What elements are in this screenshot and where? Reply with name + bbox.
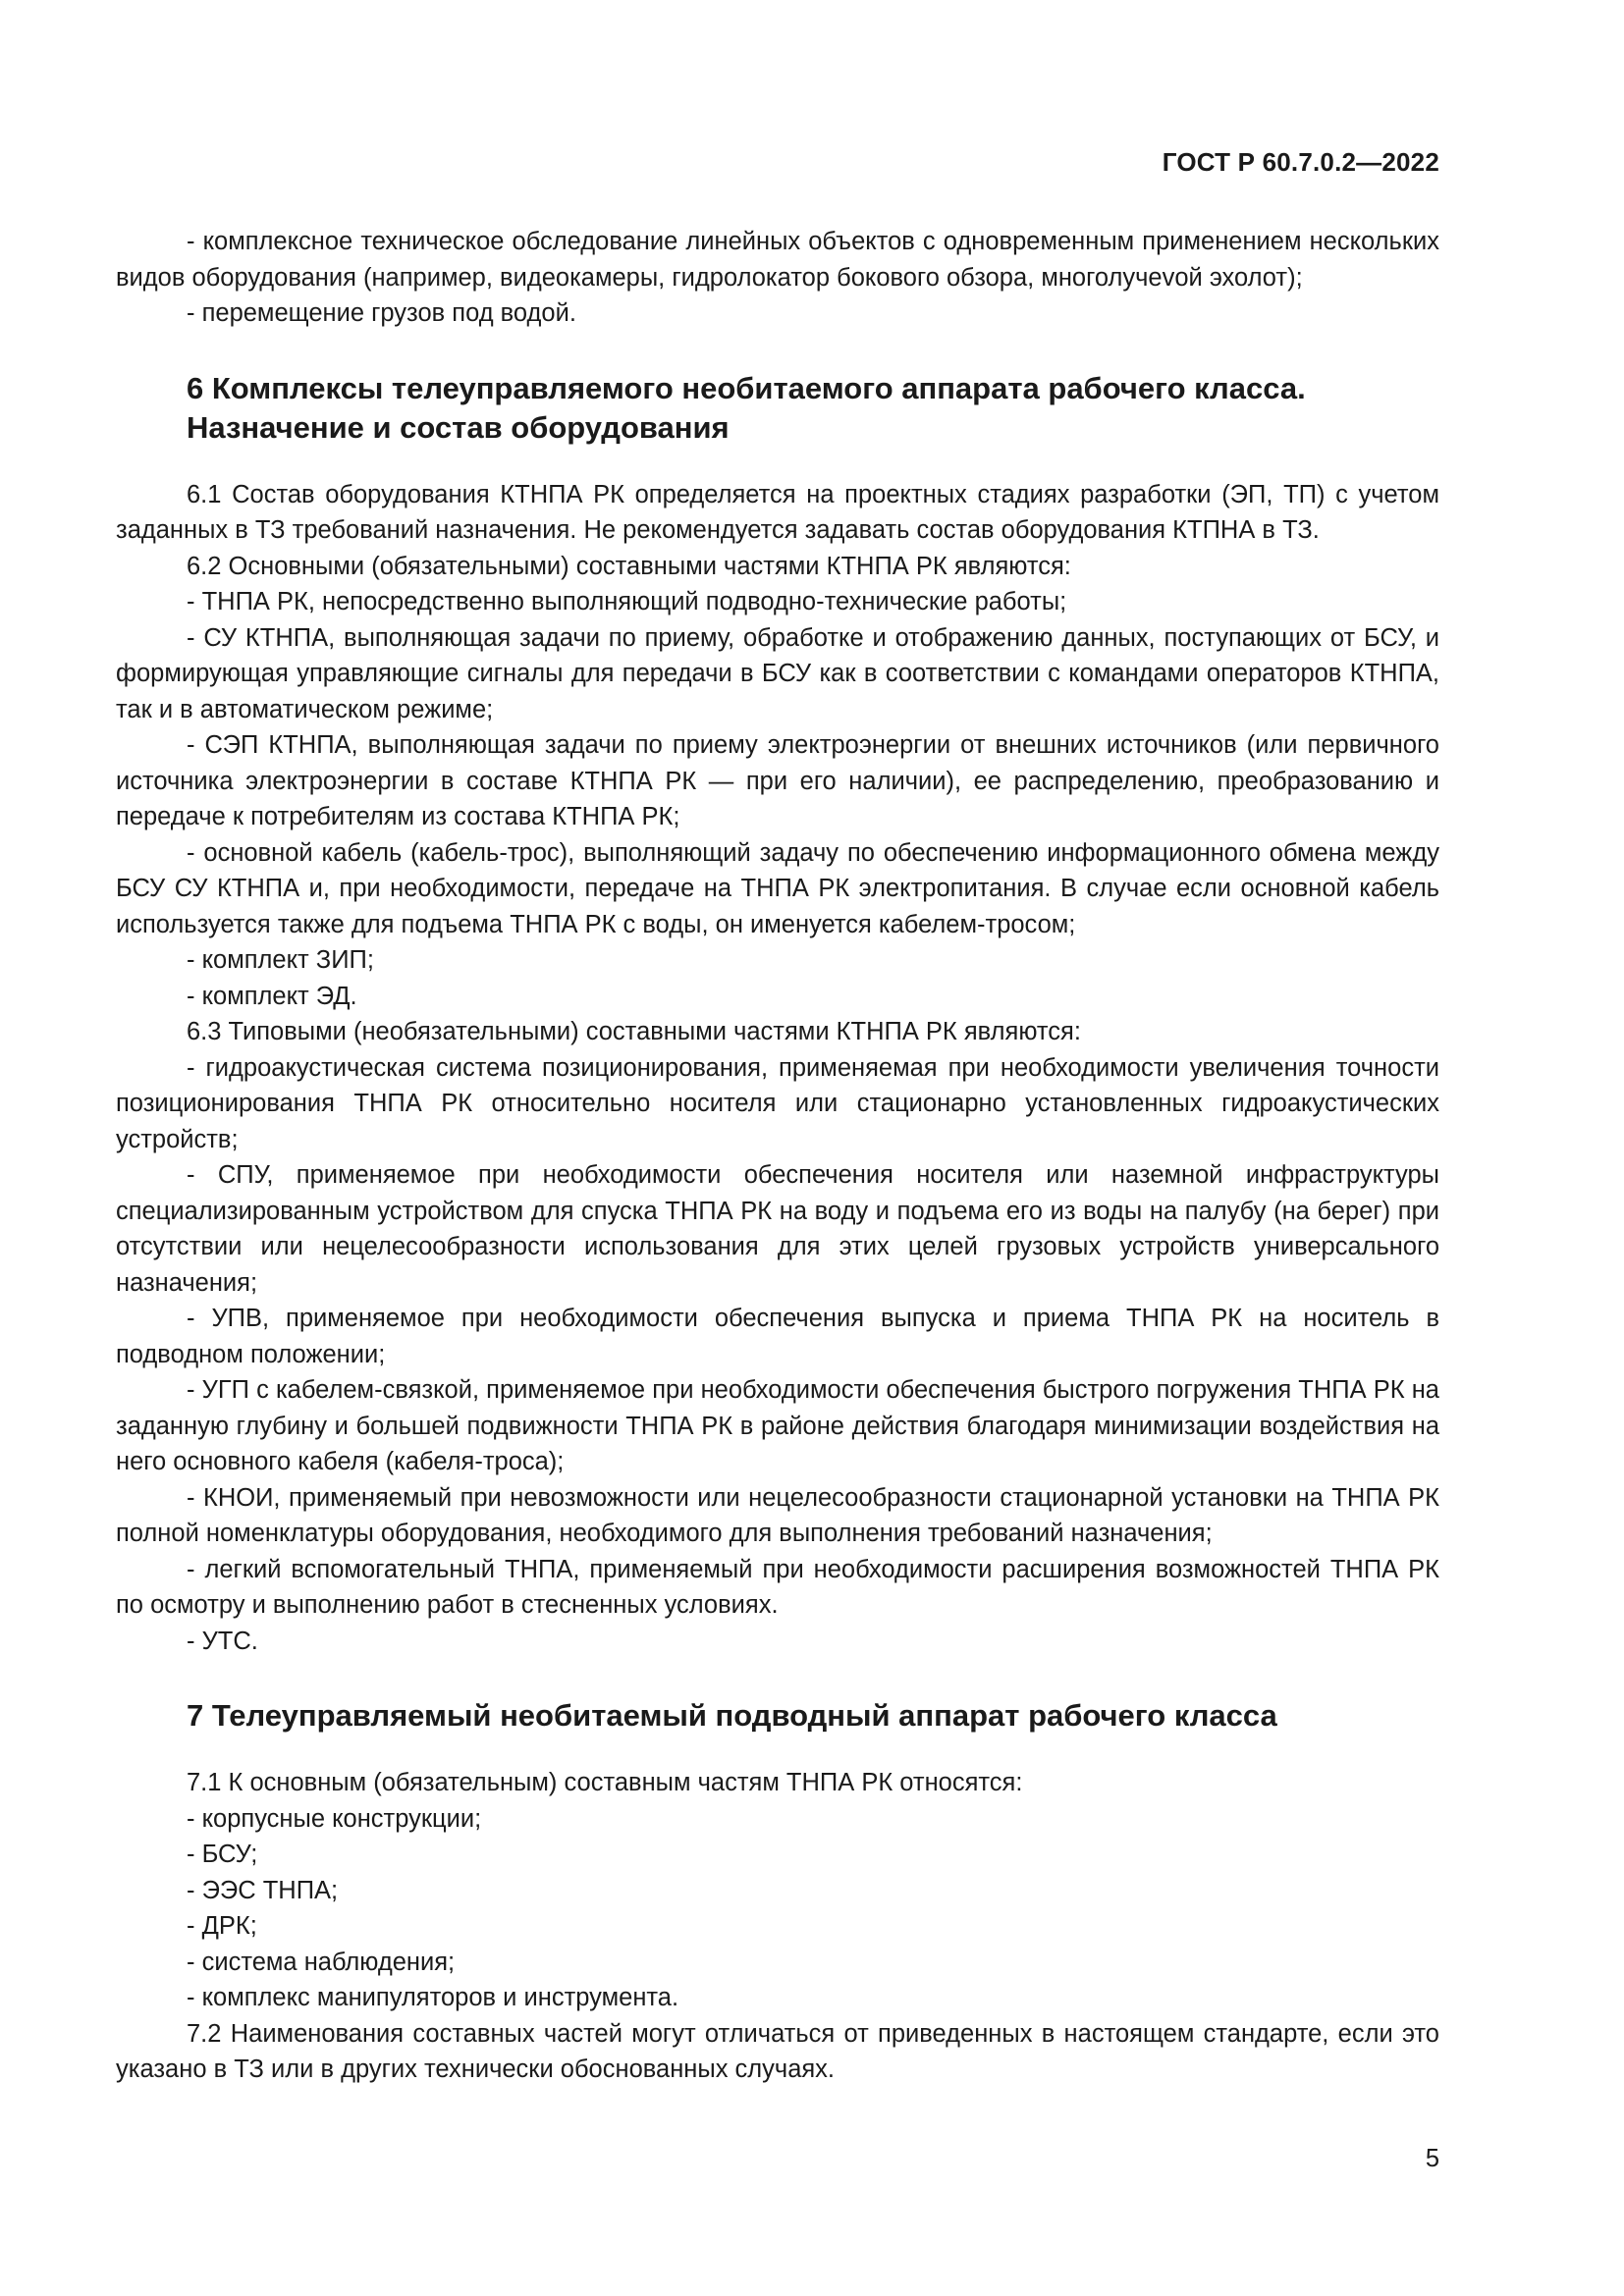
- list-item: - комплект ЭД.: [187, 982, 357, 1010]
- paragraph-6-3: 6.3 Типовыми (необязательными) составными частями КТНПА РК являются:: [187, 1018, 1081, 1045]
- page-number: 5: [1425, 2145, 1439, 2172]
- list-item: - ТНПА РК, непосредственно выполняющий подводно-технические работы;: [187, 588, 1067, 615]
- document-code: ГОСТ Р 60.7.0.2—2022: [1162, 147, 1439, 177]
- paragraph-6-2: 6.2 Основными (обязательными) составными частями КТНПА РК являются:: [187, 552, 1071, 580]
- list-item: - гидроакустическая система позиционирования, применяемая при необходимости увеличения точности позиционирования ТНПА РК относительно носителя или стационарно установленных гидроакустических устройств;: [116, 1053, 1439, 1153]
- list-item: - основной кабель (кабель-трос), выполняющий задачу по обеспечению информационного обмена между БСУ СУ КТНПА и, при необходимости, передаче на ТНПА РК электропитания. В случае если основной кабель используется также для подъема ТНПА РК с воды, он именуется кабелем-тросом;: [116, 838, 1439, 938]
- list-item: - СУ КТНПА, выполняющая задачи по приему, обработке и отображению данных, поступающих от БСУ, и формирующая управляющие сигналы для передачи в БСУ как в соответствии с командами операторов КТНПА, так и в автоматическом режиме;: [116, 623, 1439, 723]
- list-item: - УГП с кабелем-связкой, применяемое при необходимости обеспечения быстрого погружения ТНПА РК на заданную глубину и большей подвижности ТНПА РК в районе действия благодаря минимизации воздействия на него основного кабеля (кабеля-троса);: [116, 1376, 1439, 1475]
- list-item: - комплект ЗИП;: [187, 946, 374, 974]
- list-item: - комплекс манипуляторов и инструмента.: [187, 1984, 679, 2011]
- list-item: - комплексное техническое обследование линейных объектов с одновременным применением нескольких видов оборудования (например, видеокамеры, гидролокатор бокового обзора, многолучеvой эхолот);: [116, 228, 1439, 292]
- list-item: - перемещение грузов под водой.: [187, 299, 576, 327]
- paragraph-7-1: 7.1 К основным (обязательным) составным частям ТНПА РК относятся:: [187, 1769, 1023, 1796]
- list-item: - ЭЭС ТНПА;: [187, 1876, 339, 1904]
- list-item: - СЭП КТНПА, выполняющая задачи по приему электроэнергии от внешних источников (или первичного источника электроэнергии в составе КТНПА РК — при его наличии), ее распределению, преобразованию и передаче к потребителям из состава КТНПА РК;: [116, 731, 1439, 830]
- list-item: - ДРК;: [187, 1912, 257, 1940]
- list-item: - легкий вспомогательный ТНПА, применяемый при необходимости расширения возможностей ТНПА РК по осмотру и выполнению работ в стесненных условиях.: [116, 1555, 1439, 1619]
- paragraph-6-1: 6.1 Состав оборудования КТНПА РК определяется на проектных стадиях разработки (ЭП, ТП) с учетом заданных в ТЗ требований назначения. Не рекомендуется задавать состав оборудования КТПНА в ТЗ.: [116, 480, 1439, 544]
- list-item: - УПВ, применяемое при необходимости обеспечения выпуска и приема ТНПА РК на носитель в подводном положении;: [116, 1305, 1439, 1368]
- list-item: - корпусные конструкции;: [187, 1804, 482, 1833]
- page-content: [116, 224, 1439, 2088]
- section-6-heading: 6 Комплексы телеуправляемого необитаемого аппарата рабочего класса. Назначение и состав оборудования: [187, 370, 1306, 445]
- paragraph-7-2: 7.2 Наименования составных частей могут отличаться от приведенных в настоящем стандарте, если это указано в ТЗ или в других технически обоснованных случаях.: [116, 2019, 1439, 2083]
- section-7-heading: 7 Телеуправляемый необитаемый подводный аппарат рабочего класса: [187, 1698, 1277, 1733]
- list-item: - система наблюдения;: [187, 1948, 456, 1976]
- list-item: - СПУ, применяемое при необходимости обеспечения носителя или наземной инфраструктуры специализированным устройством для спуска ТНПА РК на воду и подъема его из воды на палубу (на берег) при отсутствии или нецелесообразности использования для этих целей грузовых устройств универсального назначения;: [116, 1161, 1439, 1297]
- list-item: - УТС.: [187, 1627, 258, 1655]
- list-item: - БСУ;: [187, 1841, 258, 1868]
- list-item: - КНОИ, применяемый при невозможности или нецелесообразности стационарной установки на ТНПА РК полной номенклатуры оборудования, необходимого для выполнения требований назначения;: [116, 1483, 1439, 1547]
